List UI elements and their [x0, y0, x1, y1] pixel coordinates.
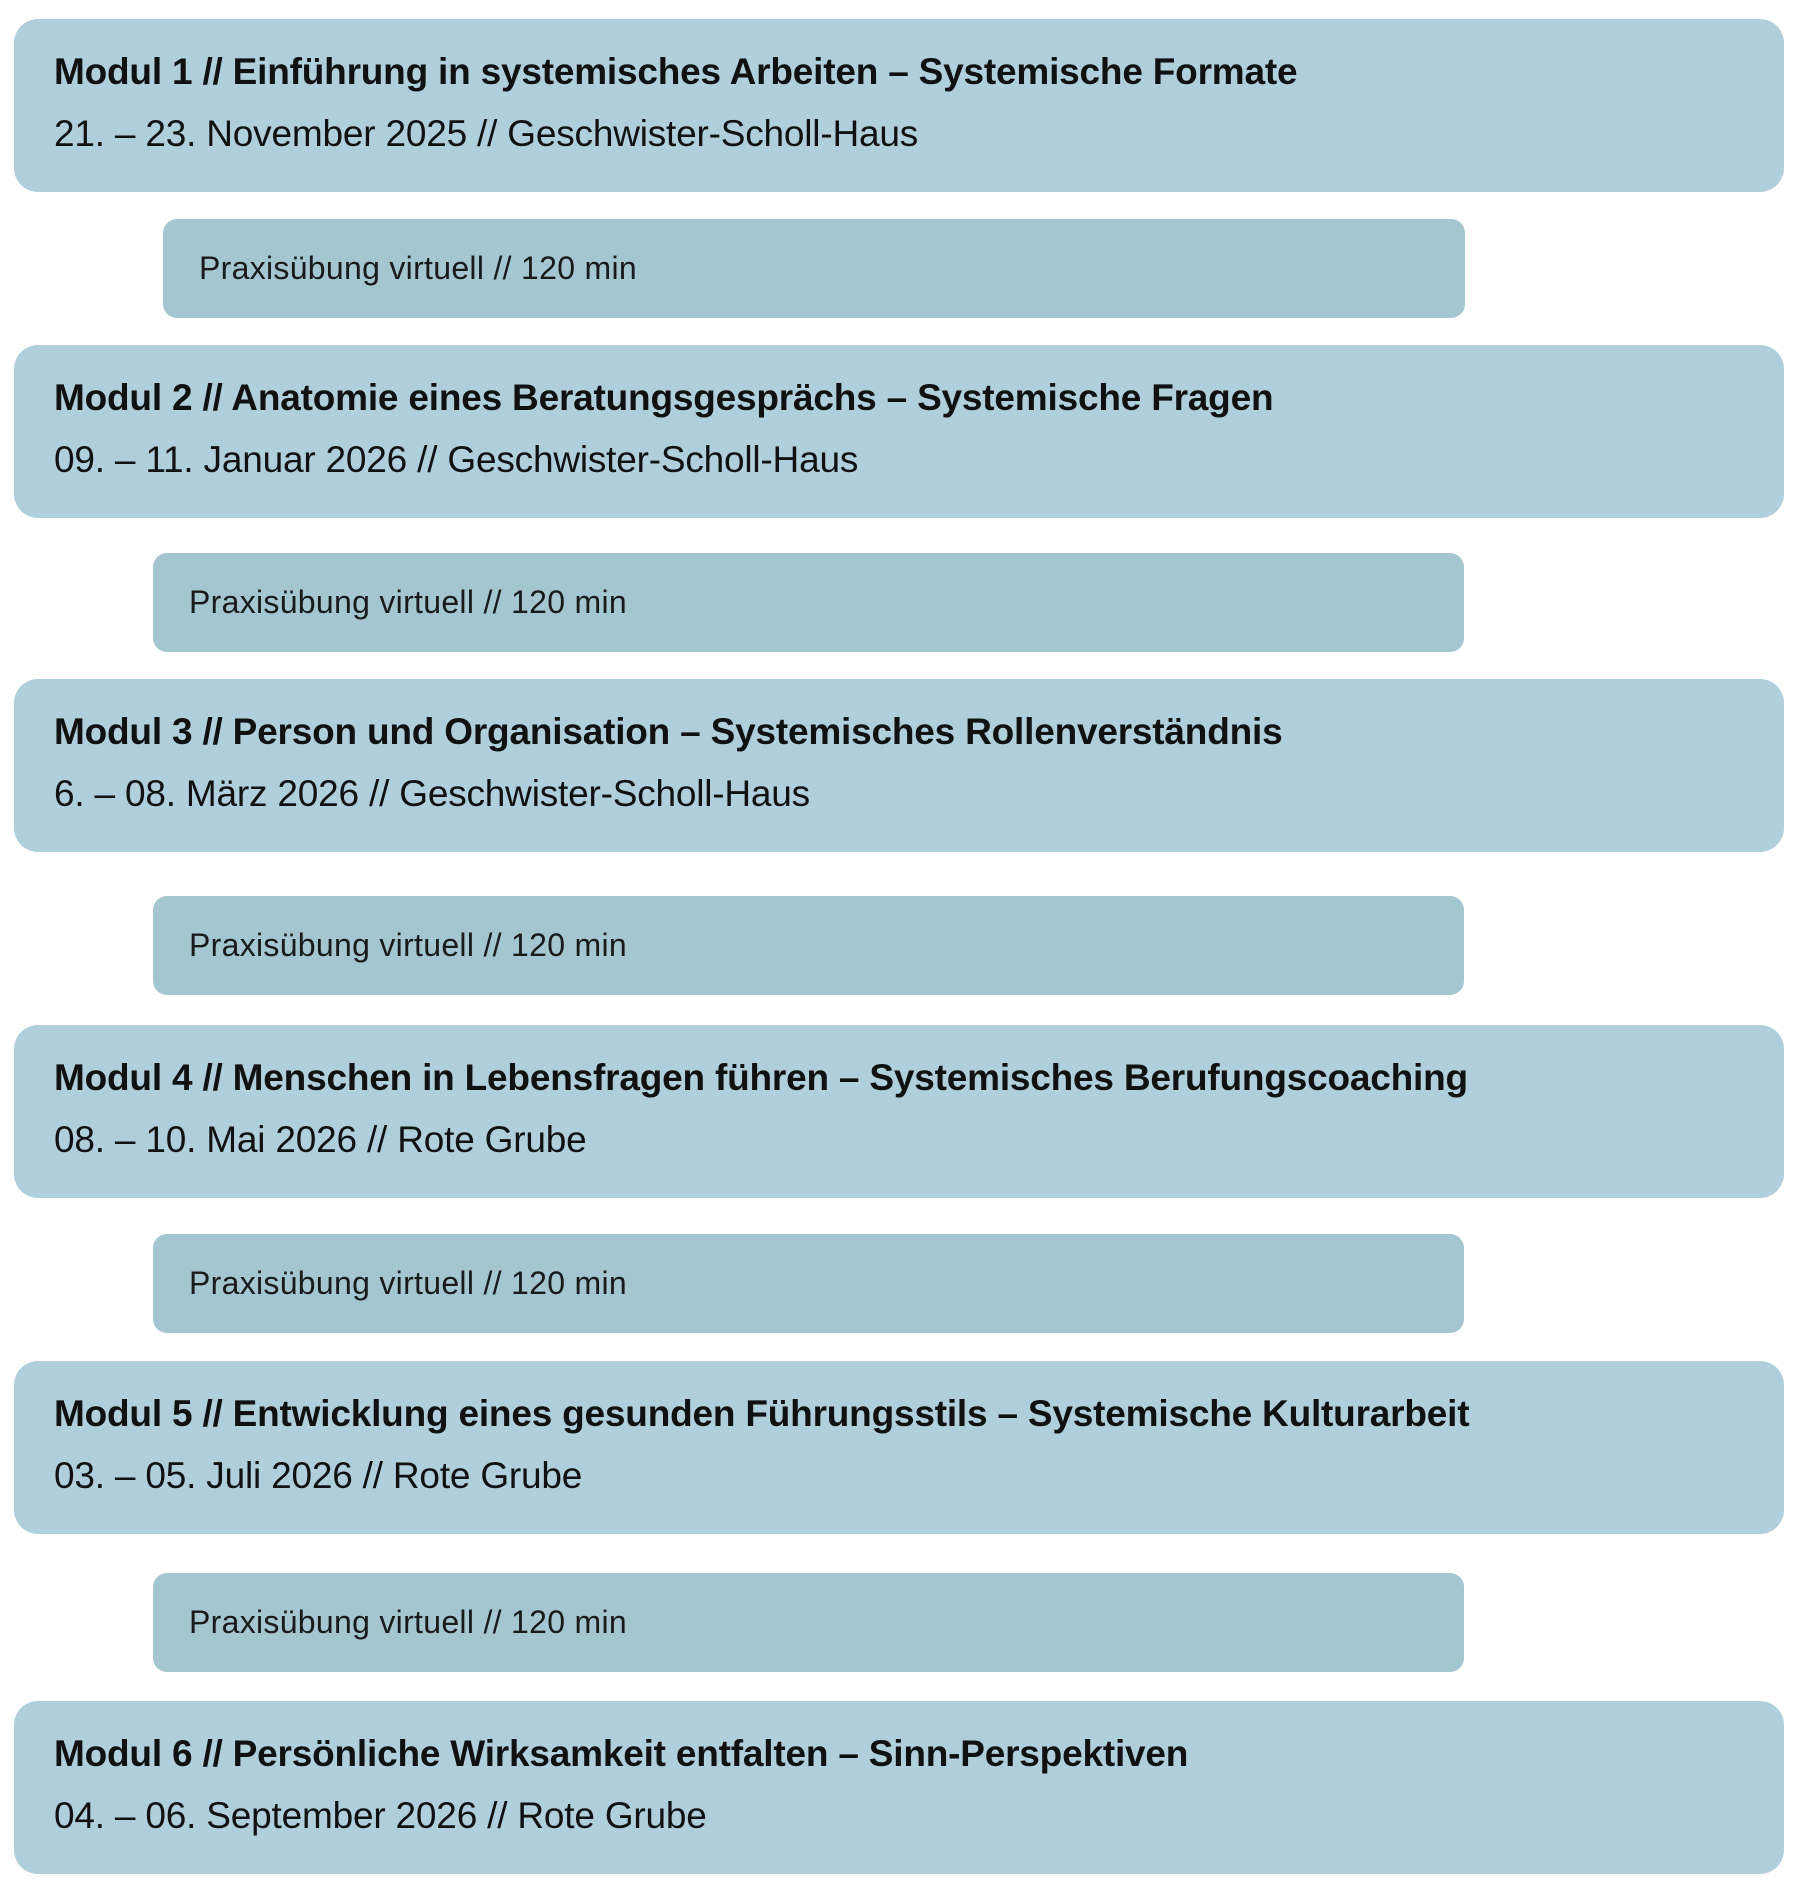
module-date-location: 08. – 10. Mai 2026 // Rote Grube: [54, 1119, 587, 1160]
module-title: Modul 6 // Persönliche Wirksamkeit entfalten – Sinn-Perspektiven: [54, 1733, 1189, 1774]
module-card-5: [14, 1361, 1784, 1534]
module-card-1: [14, 19, 1784, 192]
practice-session-label: Praxisübung virtuell // 120 min: [189, 927, 627, 963]
practice-session-5: [153, 1573, 1464, 1672]
practice-session-4: [153, 1234, 1464, 1333]
module-date-location: 6. – 08. März 2026 // Geschwister-Scholl-Haus: [54, 773, 810, 814]
practice-session-label: Praxisübung virtuell // 120 min: [189, 584, 627, 620]
module-card-3: [14, 679, 1784, 852]
practice-session-label: Praxisübung virtuell // 120 min: [199, 250, 637, 286]
practice-session-1: [163, 219, 1465, 318]
module-title: Modul 4 // Menschen in Lebensfragen führen – Systemisches Berufungscoaching: [54, 1057, 1468, 1098]
practice-session-label: Praxisübung virtuell // 120 min: [189, 1265, 627, 1301]
module-title: Modul 5 // Entwicklung eines gesunden Führungsstils – Systemische Kulturarbeit: [54, 1393, 1470, 1434]
module-date-location: 03. – 05. Juli 2026 // Rote Grube: [54, 1455, 583, 1496]
module-title: Modul 1 // Einführung in systemisches Arbeiten – Systemische Formate: [54, 51, 1298, 92]
module-title: Modul 2 // Anatomie eines Beratungsgesprächs – Systemische Fragen: [54, 377, 1274, 418]
module-card-6: [14, 1701, 1784, 1874]
module-date-location: 09. – 11. Januar 2026 // Geschwister-Scholl-Haus: [54, 439, 859, 480]
module-card-2: [14, 345, 1784, 518]
module-title: Modul 3 // Person und Organisation – Systemisches Rollenverständnis: [54, 711, 1283, 752]
practice-session-label: Praxisübung virtuell // 120 min: [189, 1604, 627, 1640]
module-date-location: 21. – 23. November 2025 // Geschwister-Scholl-Haus: [54, 113, 919, 154]
practice-session-2: [153, 553, 1464, 652]
module-card-4: [14, 1025, 1784, 1198]
module-date-location: 04. – 06. September 2026 // Rote Grube: [54, 1795, 707, 1836]
practice-session-3: [153, 896, 1464, 995]
